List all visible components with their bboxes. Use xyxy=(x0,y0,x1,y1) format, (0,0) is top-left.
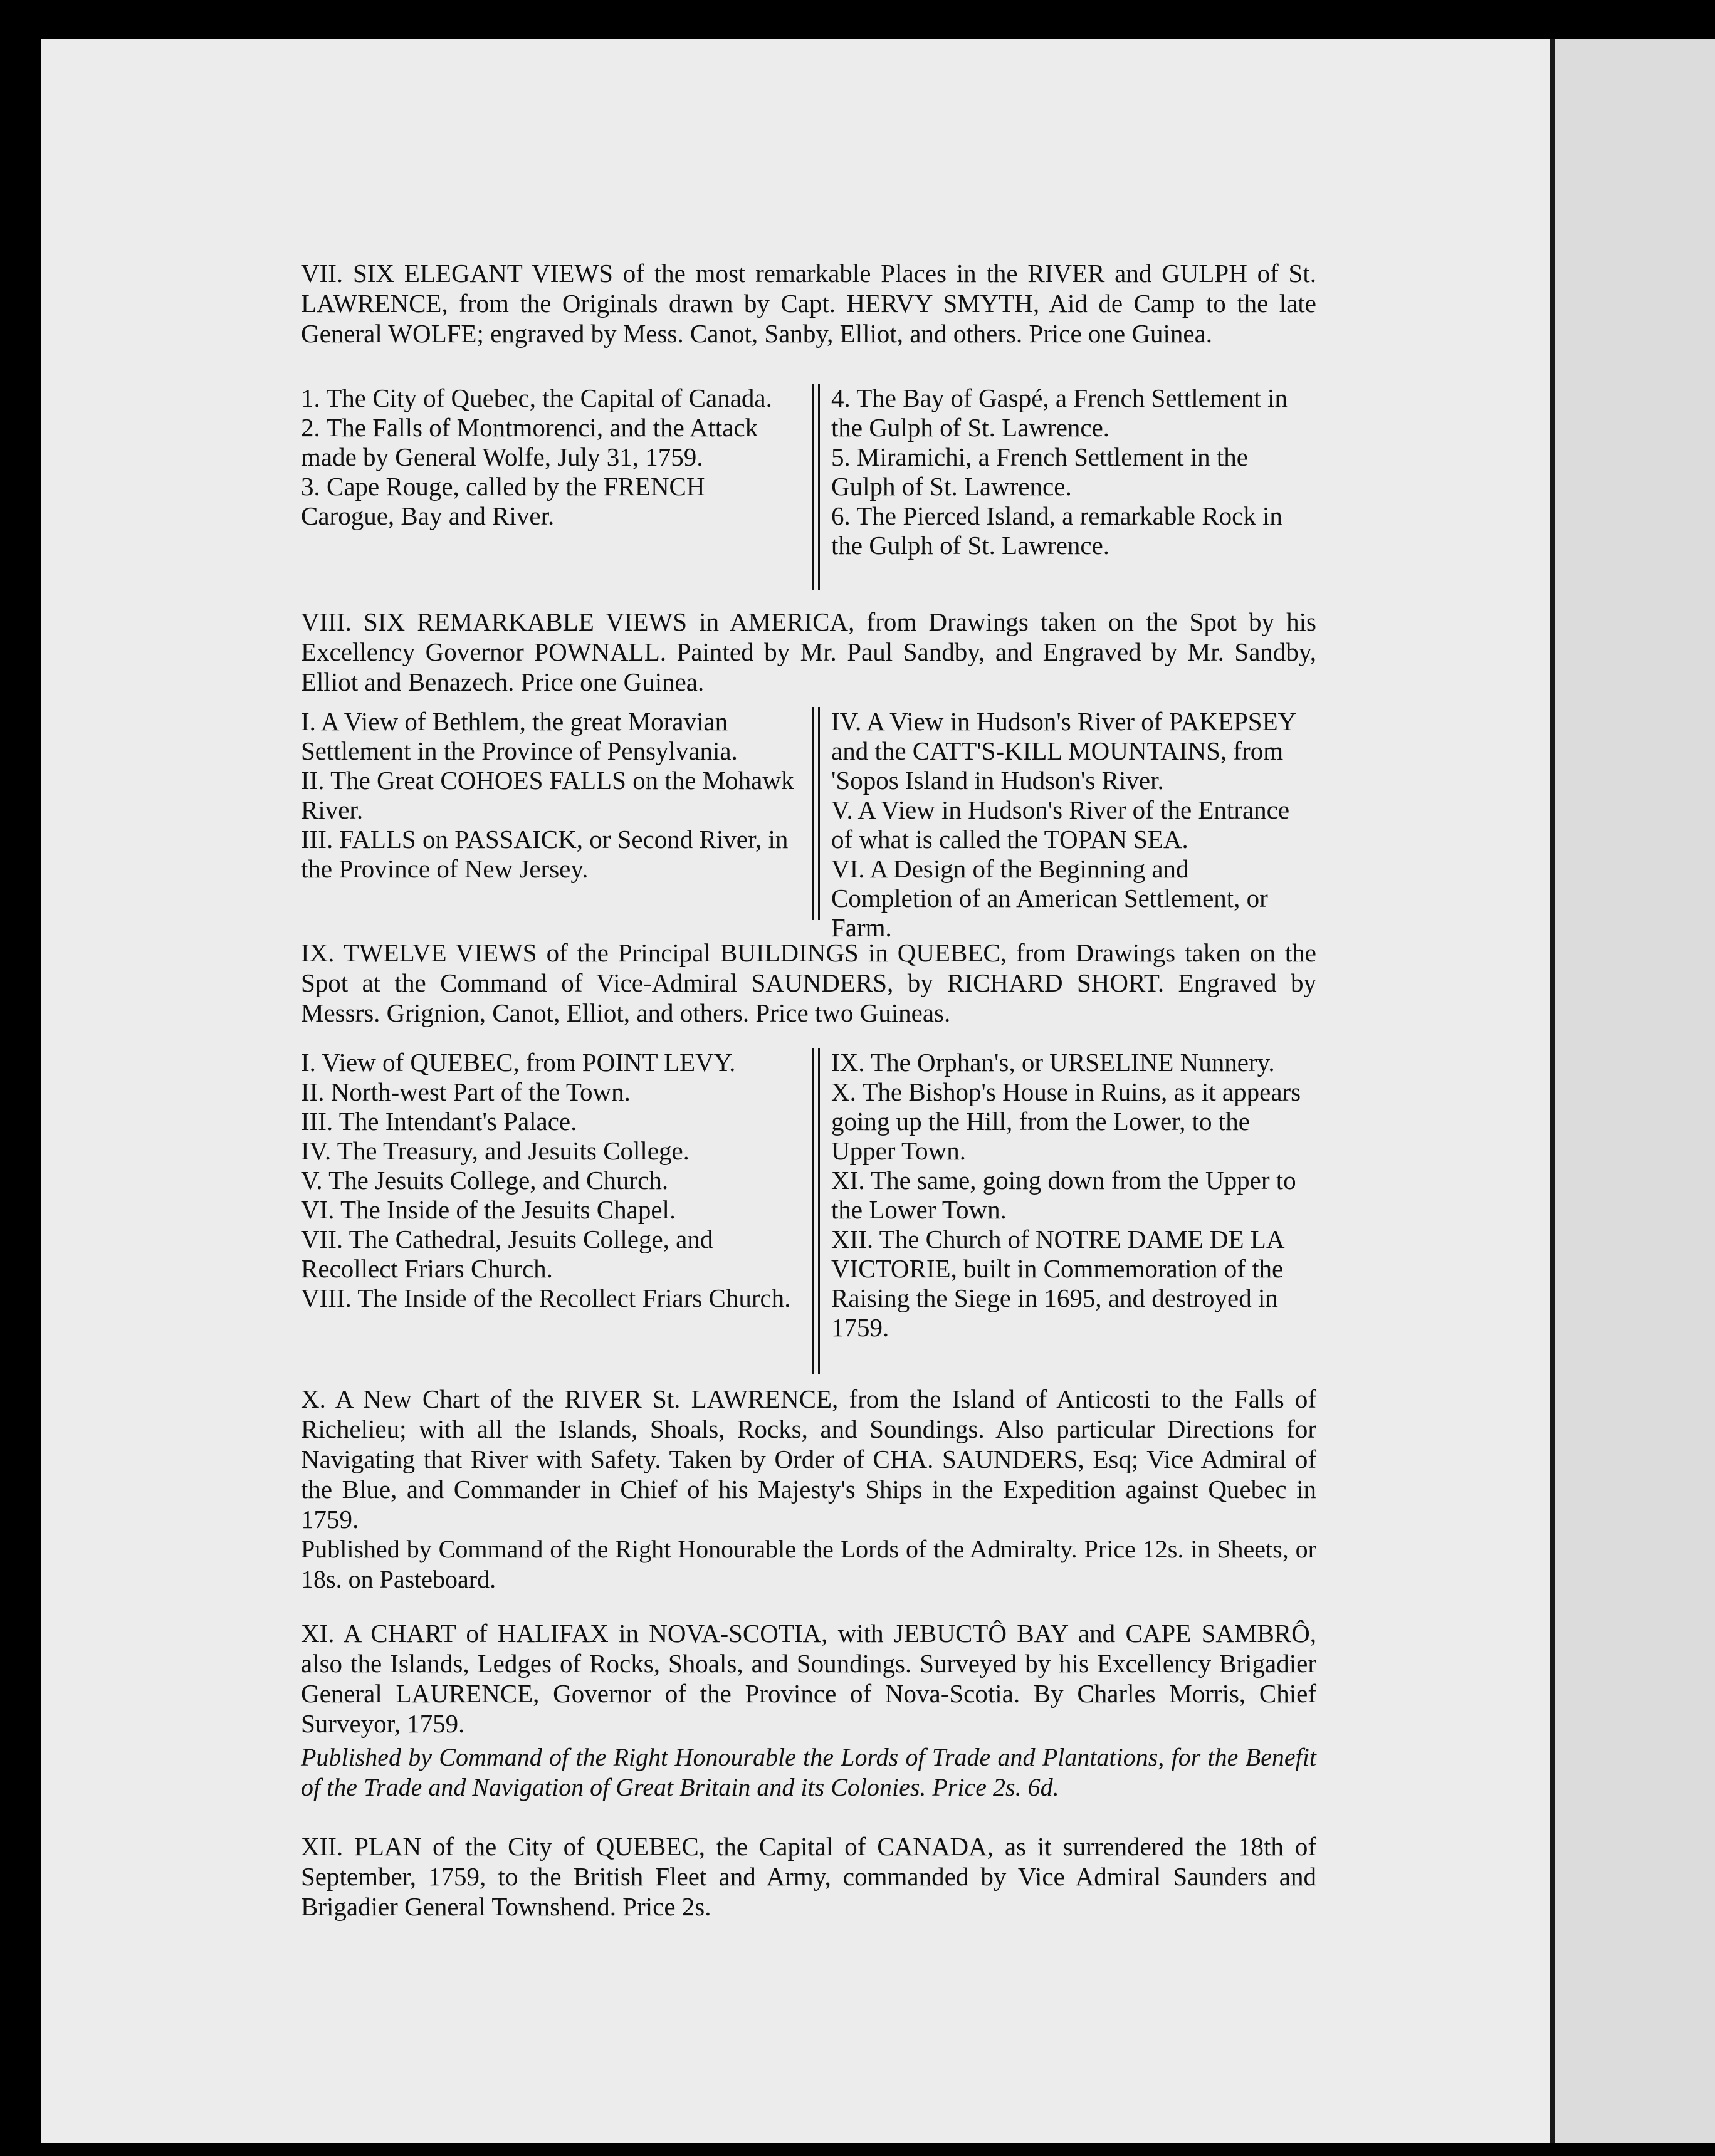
section-ix-left-column xyxy=(301,1048,802,1313)
section-viii-left-column xyxy=(301,707,802,884)
list-item: 6. The Pierced Island, a remarkable Rock in the Gulph of St. Lawrence. xyxy=(831,501,1282,560)
list-item: 4. The Bay of Gaspé, a French Settlement in the Gulph of St. Lawrence. xyxy=(831,384,1288,442)
section-viii-list xyxy=(301,707,1316,942)
list-item: 5. Miramichi, a French Settlement in the Gulph of St. Lawrence. xyxy=(831,442,1248,501)
list-item: VI. The Inside of the Jesuits Chapel. xyxy=(301,1195,676,1224)
section-x-publication: Published by Command of the Right Honourable the Lords of the Admiralty. Price 12s. in Sheets, or 18s. on Pasteboard. xyxy=(301,1535,1316,1593)
column-divider xyxy=(812,384,820,590)
list-item: XI. The same, going down from the Upper to the Lower Town. xyxy=(831,1166,1296,1224)
section-ix-heading: IX. TWELVE VIEWS of the Principal BUILDINGS in QUEBEC, from Drawings taken on the Spot at the Command of Vice-Admiral SAUNDERS, by RICHARD SHORT. Engraved by Messrs. Grignion, Canot, Elliot, and others. Price two Guineas. xyxy=(301,938,1316,1027)
list-item: I. View of QUEBEC, from POINT LEVY. xyxy=(301,1048,736,1077)
list-item: VIII. The Inside of the Recollect Friars Church. xyxy=(301,1284,791,1312)
section-ix-right-column xyxy=(831,1048,1316,1342)
list-item: III. The Intendant's Palace. xyxy=(301,1107,577,1136)
list-item: V. A View in Hudson's River of the Entrance of what is called the TOPAN SEA. xyxy=(831,795,1290,854)
section-vii-heading: VII. SIX ELEGANT VIEWS of the most remarkable Places in the RIVER and GULPH of St. LAWRENCE, from the Originals drawn by Capt. HERVY SMYTH, Aid de Camp to the late General WOLFE; engraved by Mess. Canot, Sanby, Elliot, and others. Price one Guinea. xyxy=(301,259,1316,348)
section-vii-right-column xyxy=(831,384,1316,560)
column-divider xyxy=(812,707,820,920)
list-item: 2. The Falls of Montmorenci, and the Attack made by General Wolfe, July 31, 1759. xyxy=(301,413,758,471)
list-item: X. The Bishop's House in Ruins, as it appears going up the Hill, from the Lower, to the Upper Town. xyxy=(831,1077,1301,1165)
column-divider xyxy=(812,1048,820,1374)
section-viii-right-column xyxy=(831,707,1316,943)
list-item: VII. The Cathedral, Jesuits College, and Recollect Friars Church. xyxy=(301,1225,713,1283)
list-item: VI. A Design of the Beginning and Completion of an American Settlement, or Farm. xyxy=(831,854,1268,942)
section-viii-heading: VIII. SIX REMARKABLE VIEWS in AMERICA, from Drawings taken on the Spot by his Excellency Governor POWNALL. Painted by Mr. Paul Sandby, and Engraved by Mr. Sandby, Elliot and Benazech. Price one Guinea. xyxy=(301,607,1316,696)
section-xi-publication: Published by Command of the Right Honourable the Lords of Trade and Plantations, for the Benefit of the Trade and Navigation of Great Britain and its Colonies. Price 2s. 6d. xyxy=(301,1743,1316,1801)
list-item: 1. The City of Quebec, the Capital of Canada. xyxy=(301,384,772,412)
list-item: IV. The Treasury, and Jesuits College. xyxy=(301,1136,690,1165)
list-item: V. The Jesuits College, and Church. xyxy=(301,1166,669,1195)
section-vii-list xyxy=(301,384,1316,590)
section-ix-list xyxy=(301,1048,1316,1374)
list-item: II. North-west Part of the Town. xyxy=(301,1077,631,1106)
section-xi-heading: XI. A CHART of HALIFAX in NOVA-SCOTIA, with JEBUCTÔ BAY and CAPE SAMBRÔ, also the Islands, Ledges of Rocks, Shoals, and Soundings. Surveyed by his Excellency Brigadier General LAURENCE, Governor of the Province of Nova-Scotia. By Charles Morris, Chief Surveyor, 1759. xyxy=(301,1619,1316,1738)
list-item: I. A View of Bethlem, the great Moravian Settlement in the Province of Pensylvania. xyxy=(301,707,738,765)
list-item: IV. A View in Hudson's River of PAKEPSEY and the CATT'S-KILL MOUNTAINS, from 'Sopos Island in Hudson's River. xyxy=(831,707,1296,795)
section-xii-heading: XII. PLAN of the City of QUEBEC, the Capital of CANADA, as it surrendered the 18th of September, 1759, to the British Fleet and Army, commanded by Vice Admiral Saunders and Brigadier General Townshend. Price 2s. xyxy=(301,1832,1316,1921)
list-item: XII. The Church of NOTRE DAME DE LA VICTORIE, built in Commemoration of the Raising the Siege in 1695, and destroyed in 1759. xyxy=(831,1225,1284,1342)
section-x-heading: X. A New Chart of the RIVER St. LAWRENCE, from the Island of Anticosti to the Falls of Richelieu; with all the Islands, Shoals, Rocks, and Soundings. Also particular Directions for Navigating that River with Safety. Taken by Order of CHA. SAUNDERS, Esq; Vice Admiral of the Blue, and Commander in Chief of his Majesty's Ships in the Expedition against Quebec in 1759. xyxy=(301,1384,1316,1534)
list-item: II. The Great COHOES FALLS on the Mohawk River. xyxy=(301,766,794,824)
list-item: 3. Cape Rouge, called by the FRENCH Carogue, Bay and River. xyxy=(301,472,705,530)
list-item: III. FALLS on PASSAICK, or Second River, in the Province of New Jersey. xyxy=(301,825,789,883)
section-vii-left-column xyxy=(301,384,802,531)
list-item: IX. The Orphan's, or URSELINE Nunnery. xyxy=(831,1048,1275,1077)
